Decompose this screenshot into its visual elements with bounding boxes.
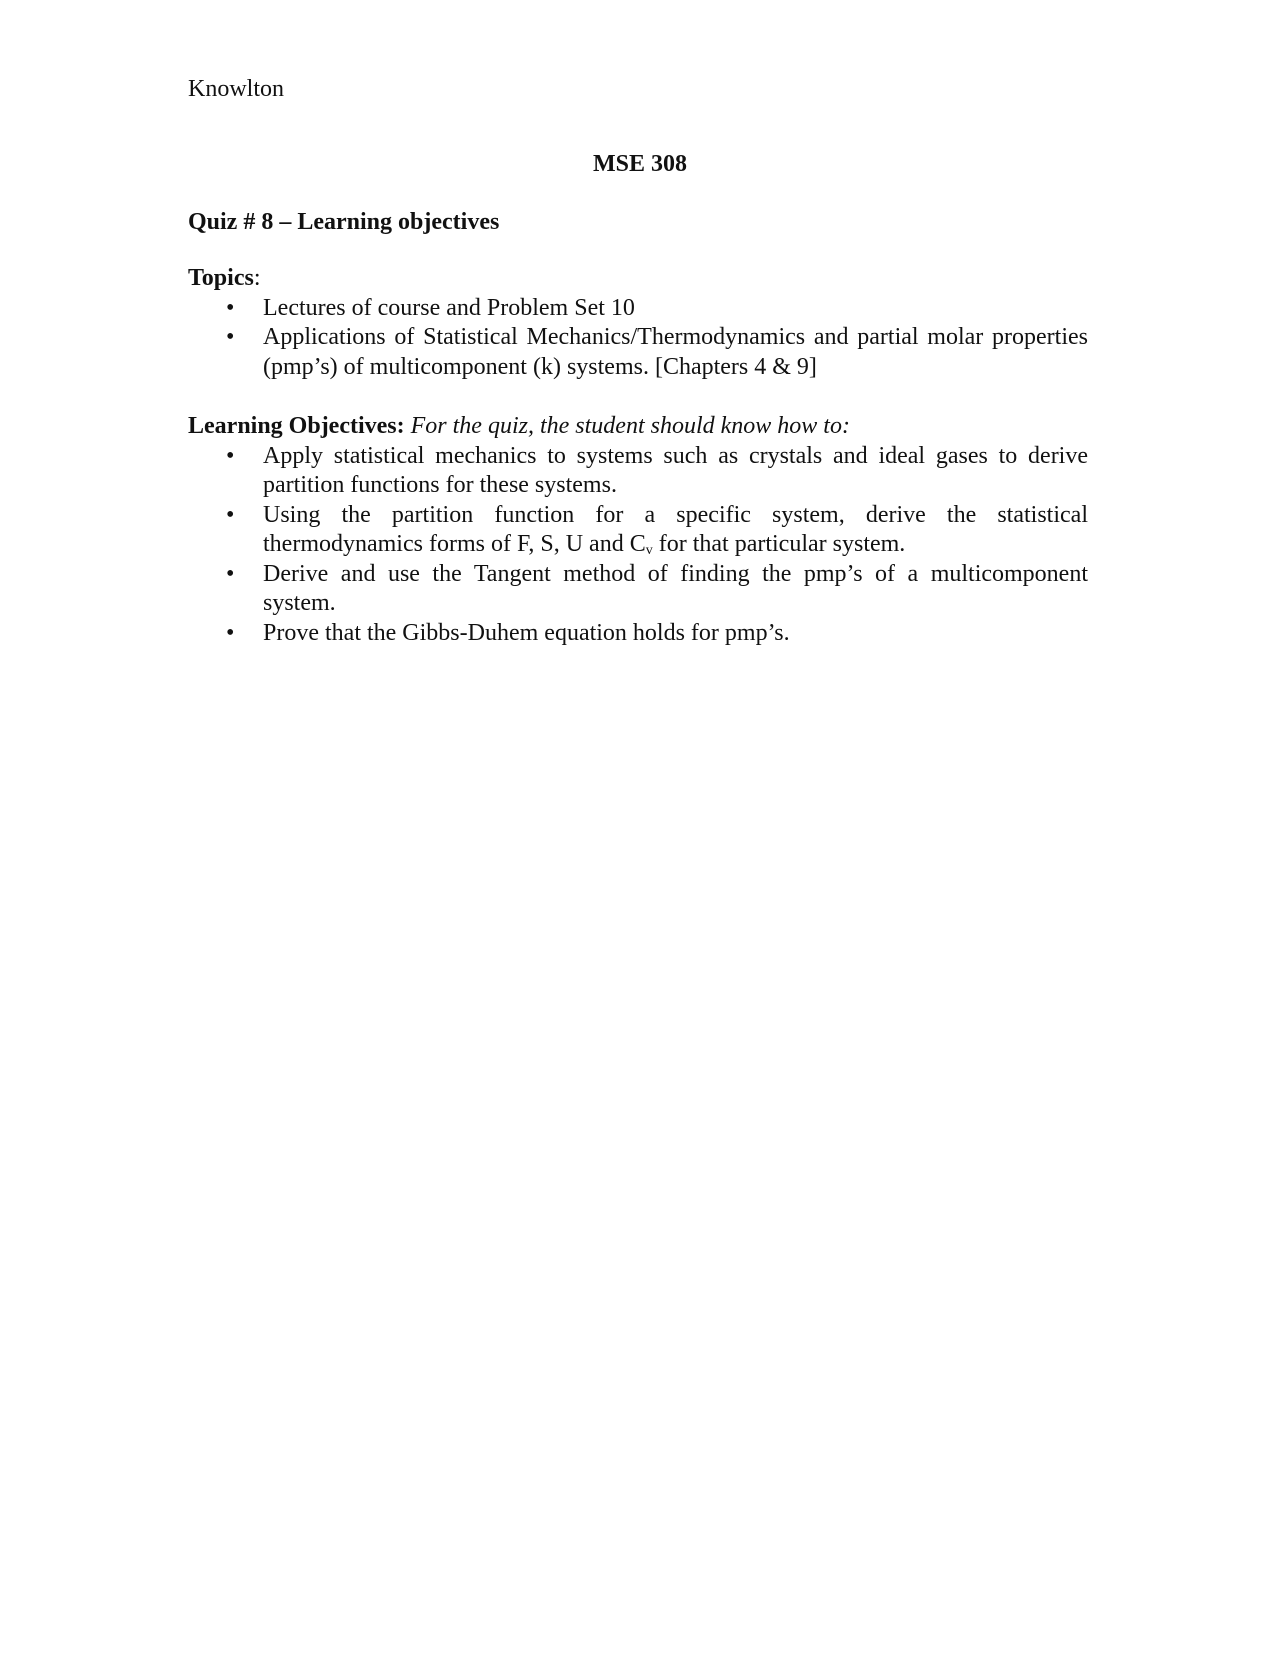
objective-item <box>188 501 1088 560</box>
objectives-list <box>188 442 1088 649</box>
objective-item-text: Derive and use the Tangent method of finding the pmp’s of a multicomponent system. <box>263 560 1088 616</box>
objective-item <box>188 442 1088 501</box>
bullet-icon: • <box>226 501 235 528</box>
topic-item <box>188 323 1088 382</box>
bullet-icon: • <box>226 442 235 469</box>
topics-section <box>188 264 1088 382</box>
topic-item <box>188 294 1088 324</box>
objective-item <box>188 560 1088 619</box>
objective-item-text: Apply statistical mechanics to systems such as crystals and ideal gases to derive partition functions for these systems. <box>263 442 1088 498</box>
author-name: Knowlton <box>188 76 284 102</box>
objective-item-text: Prove that the Gibbs-Duhem equation holds for pmp’s. <box>263 619 790 646</box>
objective-text-before-subscript: Using the partition function for a specific system, derive the statistical thermodynamics forms of F, S, U and C <box>263 501 1088 557</box>
objective-item-text <box>263 502 1088 558</box>
heat-capacity-subscript: v <box>645 543 653 558</box>
topic-item-text: Lectures of course and Problem Set 10 <box>263 294 635 321</box>
topics-list <box>188 294 1088 383</box>
bullet-icon: • <box>226 324 235 350</box>
course-title: MSE 308 <box>592 151 687 177</box>
topic-item-text: Applications of Statistical Mechanics/Thermodynamics and partial molar properties (pmp’s) of multicomponent (k) systems. [Chapters 4 & 9] <box>263 324 1088 380</box>
learning-objectives-section <box>188 412 1088 648</box>
objectives-heading <box>188 412 1088 442</box>
quiz-title: Quiz # 8 – Learning objectives <box>188 209 500 235</box>
objective-text-after-subscript: for that particular system. <box>652 531 906 557</box>
objectives-intro: For the quiz, the student should know how to: <box>410 413 850 439</box>
bullet-icon: • <box>226 294 235 321</box>
topics-heading <box>188 264 1088 294</box>
objective-item <box>188 619 1088 649</box>
topics-heading-colon: : <box>253 265 261 291</box>
topics-heading-label: Topics <box>188 265 254 291</box>
objectives-heading-label: Learning Objectives: <box>188 413 405 439</box>
bullet-icon: • <box>226 619 235 646</box>
bullet-icon: • <box>226 560 235 587</box>
